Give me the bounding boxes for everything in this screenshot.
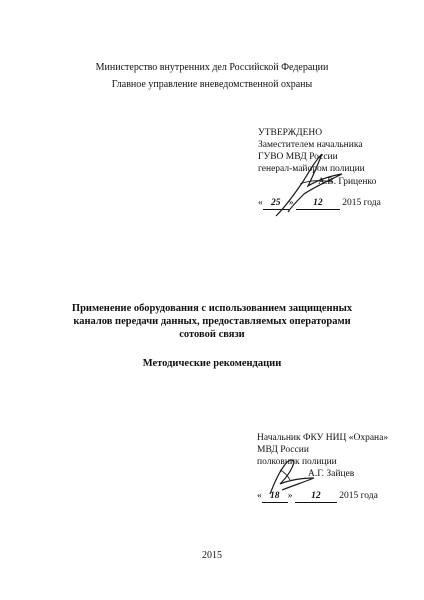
approval-signatory-name: А.В. Гриценко <box>318 177 377 187</box>
document-title-line-1: Применение оборудования с использованием защищенных <box>71 303 353 314</box>
author-date-day: 18 <box>262 491 288 503</box>
author-signature-icon <box>262 450 332 500</box>
author-date-month: 12 <box>295 491 337 503</box>
approval-organization: ГУВО МВД России <box>258 152 338 162</box>
approval-signature-icon <box>270 150 350 220</box>
approval-date-day: 25 <box>263 198 289 210</box>
author-name: А.Г. Зайцев <box>308 469 355 479</box>
footer-year: 2015 <box>202 550 222 561</box>
author-rank: полковник полиции <box>257 457 337 467</box>
author-position: Начальник ФКУ НИЦ «Охрана» <box>257 433 389 443</box>
department-name: Главное управление вневедомственной охраны <box>111 79 313 90</box>
approval-date-month: 12 <box>296 198 340 210</box>
document-title-line-3: сотовой связи <box>179 329 245 340</box>
author-organization: МВД России <box>257 445 309 455</box>
approval-position: Заместителем начальника <box>258 140 363 150</box>
approval-heading: УТВЕРЖДЕНО <box>258 128 323 138</box>
author-date-year: 2015 года <box>339 491 378 501</box>
approval-date: « 25 » 12 2015 года <box>258 198 381 208</box>
ministry-name: Министерство внутренних дел Российской Федерации <box>95 62 329 73</box>
approval-date-year: 2015 года <box>342 198 381 208</box>
document-subtitle: Методические рекомендации <box>142 358 282 369</box>
document-title-line-2: каналов передачи данных, предоставляемых операторами <box>73 316 351 327</box>
approval-rank: генерал-майором полиции <box>258 164 365 174</box>
author-date: « 18 » 12 2015 года <box>257 491 378 501</box>
